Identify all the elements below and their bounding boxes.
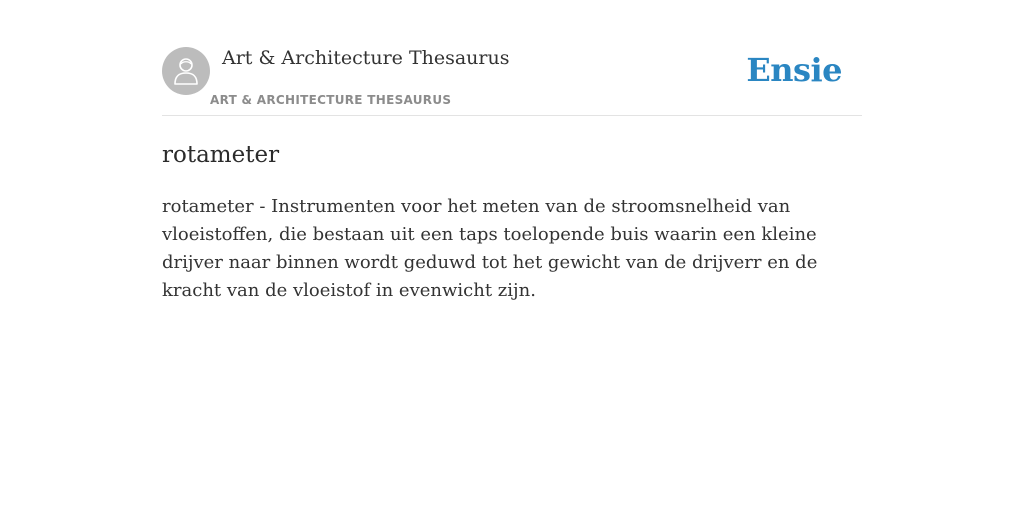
- author-name-link[interactable]: Art & Architecture Thesaurus: [222, 47, 510, 69]
- user-icon: [172, 56, 200, 86]
- brand-logo[interactable]: Ensie: [746, 51, 842, 89]
- definition-text: rotameter - Instrumenten voor het meten van de stroomsnelheid van vloeistoffen, die bestaan uit een taps toelopende buis waarin een kleine drijver naar binnen wordt geduwd tot het gewicht van de drijverr en de kracht van de vloeistof in evenwicht zijn.: [162, 196, 818, 301]
- article-header: [162, 46, 862, 116]
- author-avatar[interactable]: [162, 47, 210, 95]
- page-title: rotameter: [162, 142, 280, 168]
- source-label[interactable]: ART & ARCHITECTURE THESAURUS: [210, 93, 452, 107]
